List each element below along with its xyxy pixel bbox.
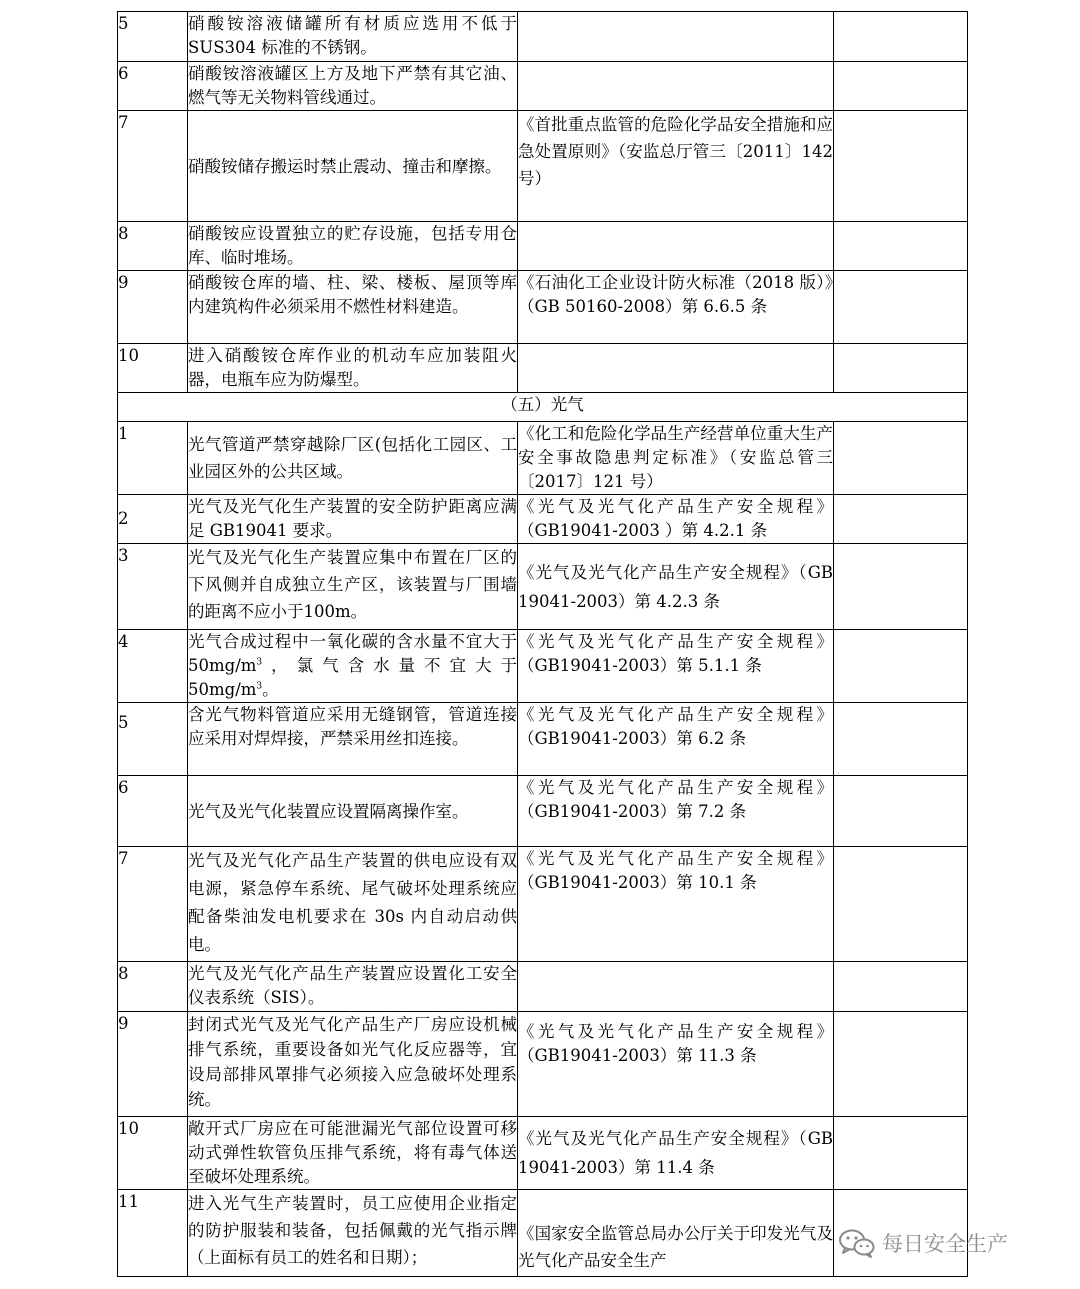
row-number: 10 bbox=[118, 1117, 188, 1190]
table-row bbox=[118, 630, 968, 703]
requirement-text-a: 光气合成过程中一氧化碳的含水量不宜大于 50mg/m bbox=[188, 632, 517, 675]
basis-text bbox=[518, 962, 834, 1012]
remark-cell bbox=[834, 495, 968, 544]
row-number: 9 bbox=[118, 1012, 188, 1117]
basis-text: 《国家安全监管总局办公厅关于印发光气及光气化产品安全生产 bbox=[518, 1190, 834, 1277]
row-number: 8 bbox=[118, 962, 188, 1012]
remark-cell bbox=[834, 630, 968, 703]
row-number: 3 bbox=[118, 544, 188, 630]
basis-text bbox=[518, 12, 834, 62]
table-row bbox=[118, 111, 968, 222]
row-number: 11 bbox=[118, 1190, 188, 1277]
requirement-text-c: 。 bbox=[262, 680, 279, 699]
requirement-text: 进入光气生产装置时，员工应使用企业指定的防护服装和装备，包括佩戴的光气指示牌（上面标有员工的姓名和日期）； bbox=[188, 1190, 518, 1277]
row-number: 10 bbox=[118, 344, 188, 393]
requirement-text: 硝酸铵溶液储罐所有材质应选用不低于 SUS304 标准的不锈钢。 bbox=[188, 12, 518, 62]
remark-cell bbox=[834, 271, 968, 344]
requirement-text: 光气及光气化生产装置的安全防护距离应满足 GB19041 要求。 bbox=[188, 495, 518, 544]
table-row bbox=[118, 776, 968, 847]
remark-cell bbox=[834, 422, 968, 495]
basis-text: 《化工和危险化学品生产经营单位重大生产安全事故隐患判定标准》（安监总管三〔2017〕121 号） bbox=[518, 422, 834, 495]
row-number: 9 bbox=[118, 271, 188, 344]
superscript-3: 3 bbox=[256, 681, 263, 692]
basis-text: 《光气及光气化产品生产安全规程》（GB19041-2003）第 6.2 条 bbox=[518, 703, 834, 776]
remark-cell bbox=[834, 1012, 968, 1117]
basis-text bbox=[518, 344, 834, 393]
table-row bbox=[118, 12, 968, 62]
remark-cell bbox=[834, 344, 968, 393]
basis-text: 《光气及光气化产品生产安全规程》（GB19041-2003）第 7.2 条 bbox=[518, 776, 834, 847]
remark-cell bbox=[834, 962, 968, 1012]
remark-cell bbox=[834, 111, 968, 222]
requirement-text: 光气及光气化产品生产装置的供电应设有双电源，紧急停车系统、尾气破坏处理系统应配备柴油发电机要求在 30s 内自动启动供电。 bbox=[188, 847, 518, 962]
requirement-text: 硝酸铵储存搬运时禁止震动、撞击和摩擦。 bbox=[188, 111, 518, 222]
requirement-text: 光气及光气化生产装置应集中布置在厂区的下风侧并自成独立生产区，该装置与厂围墙的距离不应小于100m。 bbox=[188, 544, 518, 630]
basis-text: 《光气及光气化产品生产安全规程》（GB 19041-2003）第 4.2.3 条 bbox=[518, 544, 834, 630]
requirement-text-b: ，氯气含水量不宜大于 50mg/m bbox=[188, 656, 517, 699]
basis-text: 《光气及光气化产品生产安全规程》（GB19041-2003 ）第 4.2.1 条 bbox=[518, 495, 834, 544]
remark-cell bbox=[834, 1117, 968, 1190]
requirement-text: 光气及光气化产品生产装置应设置化工安全仪表系统（SIS）。 bbox=[188, 962, 518, 1012]
table-row bbox=[118, 962, 968, 1012]
watermark-text: 每日安全生产 bbox=[882, 1232, 1008, 1256]
row-number: 7 bbox=[118, 847, 188, 962]
basis-text: 《光气及光气化产品生产安全规程》（GB19041-2003）第 5.1.1 条 bbox=[518, 630, 834, 703]
table-row bbox=[118, 62, 968, 111]
table-row bbox=[118, 495, 968, 544]
remark-cell bbox=[834, 62, 968, 111]
requirement-text: 敞开式厂房应在可能泄漏光气部位设置可移动式弹性软管负压排气系统，将有毒气体送至破坏处理系统。 bbox=[188, 1117, 518, 1190]
basis-text bbox=[518, 62, 834, 111]
remark-cell bbox=[834, 847, 968, 962]
requirement-text: 硝酸铵溶液罐区上方及地下严禁有其它油、燃气等无关物料管线通过。 bbox=[188, 62, 518, 111]
row-number: 1 bbox=[118, 422, 188, 495]
requirement-text: 进入硝酸铵仓库作业的机动车应加装阻火器，电瓶车应为防爆型。 bbox=[188, 344, 518, 393]
remark-cell bbox=[834, 222, 968, 271]
basis-text: 《光气及光气化产品生产安全规程》（GB19041-2003）第 10.1 条 bbox=[518, 847, 834, 962]
basis-text: 《石油化工企业设计防火标准（2018 版）》（GB 50160-2008）第 6.6.5 条 bbox=[518, 271, 834, 344]
requirement-text: 光气及光气化装置应设置隔离操作室。 bbox=[188, 776, 518, 847]
row-number: 5 bbox=[118, 12, 188, 62]
basis-text: 《光气及光气化产品生产安全规程》（GB 19041-2003）第 11.4 条 bbox=[518, 1117, 834, 1190]
row-number: 2 bbox=[118, 495, 188, 544]
table-row bbox=[118, 422, 968, 495]
basis-text bbox=[518, 222, 834, 271]
section-header-row bbox=[118, 393, 968, 422]
row-number: 6 bbox=[118, 62, 188, 111]
section-title: （五）光气 bbox=[118, 393, 968, 422]
watermark bbox=[838, 1226, 1008, 1260]
remark-cell bbox=[834, 12, 968, 62]
table-row bbox=[118, 544, 968, 630]
requirement-text: 封闭式光气及光气化产品生产厂房应设机械排气系统，重要设备如光气化反应器等，宜设局部排风罩排气必须接入应急破坏处理系统。 bbox=[188, 1012, 518, 1117]
requirement-text: 硝酸铵仓库的墙、柱、梁、楼板、屋顶等库内建筑构件必须采用不燃性材料建造。 bbox=[188, 271, 518, 344]
table-row bbox=[118, 222, 968, 271]
basis-text: 《首批重点监管的危险化学品安全措施和应急处置原则》（安监总厅管三〔2011〕142 号） bbox=[518, 111, 834, 222]
row-number: 6 bbox=[118, 776, 188, 847]
table-row bbox=[118, 847, 968, 962]
requirement-text bbox=[188, 630, 518, 703]
row-number: 5 bbox=[118, 703, 188, 776]
remark-cell bbox=[834, 776, 968, 847]
requirement-text: 含光气物料管道应采用无缝钢管，管道连接应采用对焊焊接，严禁采用丝扣连接。 bbox=[188, 703, 518, 776]
row-number: 7 bbox=[118, 111, 188, 222]
row-number: 4 bbox=[118, 630, 188, 703]
basis-text: 《光气及光气化产品生产安全规程》（GB19041-2003）第 11.3 条 bbox=[518, 1012, 834, 1117]
row-number: 8 bbox=[118, 222, 188, 271]
requirement-text: 硝酸铵应设置独立的贮存设施，包括专用仓库、临时堆场。 bbox=[188, 222, 518, 271]
table-row bbox=[118, 1117, 968, 1190]
table-row bbox=[118, 703, 968, 776]
requirement-text: 光气管道严禁穿越除厂区(包括化工园区、工业园区外的公共区域。 bbox=[188, 422, 518, 495]
remark-cell bbox=[834, 544, 968, 630]
wechat-icon bbox=[838, 1228, 876, 1258]
superscript-3: 3 bbox=[256, 657, 263, 668]
remark-cell bbox=[834, 703, 968, 776]
table-row bbox=[118, 1012, 968, 1117]
table-row bbox=[118, 344, 968, 393]
table-row bbox=[118, 271, 968, 344]
regulation-table bbox=[117, 11, 968, 1277]
